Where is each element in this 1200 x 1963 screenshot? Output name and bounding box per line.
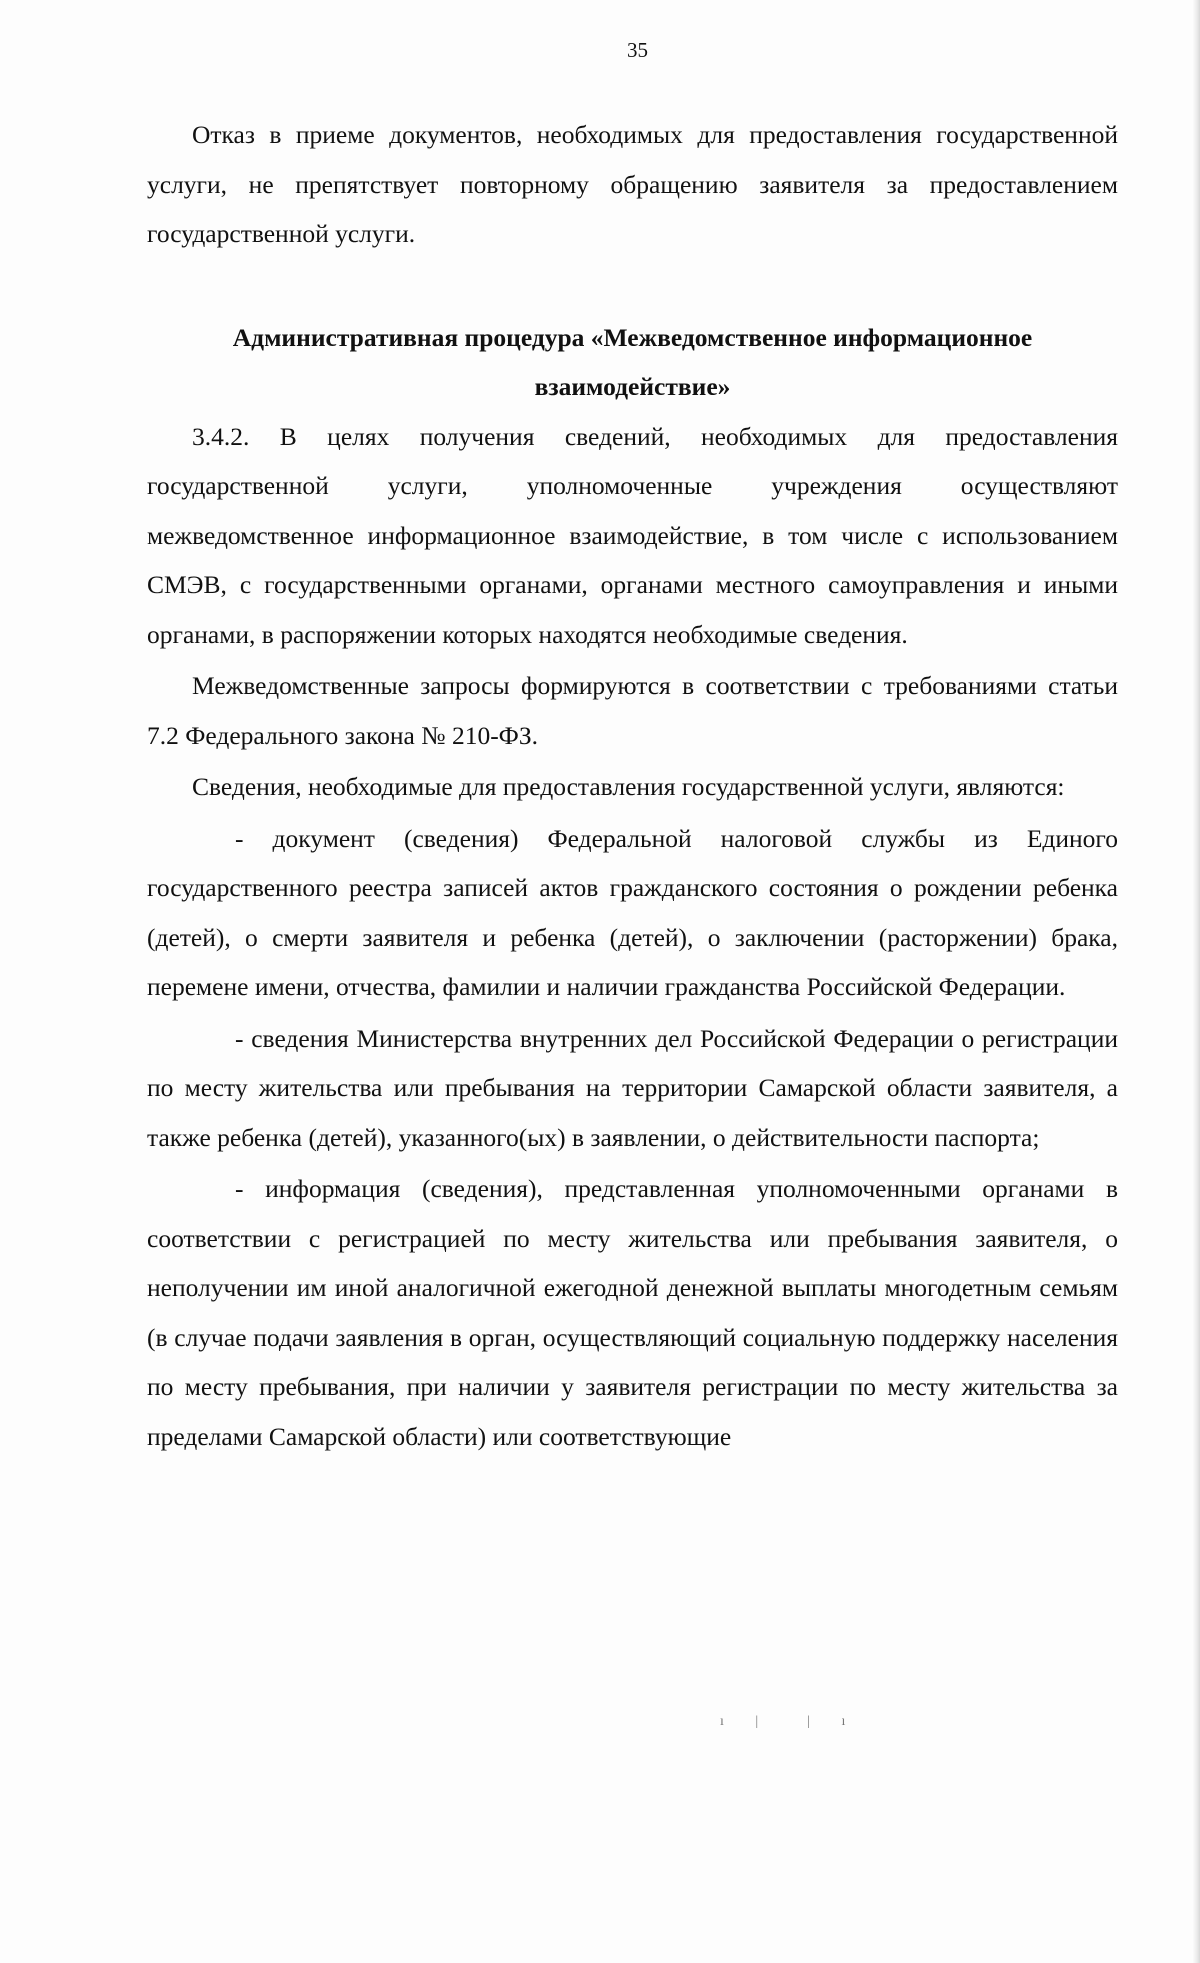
section-heading-line-2: взаимодействие» bbox=[534, 372, 731, 401]
list-item-authorities: - информация (сведения), представленная уполномоченными органами в соответствии с регистрацией по месту жительства или пребывания заявителя, о неполучении им иной аналогичной ежегодной денежной выплаты многодетным семьям (в случае подачи заявления в орган, осуществляющий социальную поддержку населения по месту пребывания, при наличии у заявителя регистрации по месту жительства за пределами Самарской области) или соответствующие bbox=[147, 1174, 1118, 1451]
list-item-fns: - документ (сведения) Федеральной налоговой службы из Единого государственного реестра записей актов гражданского состояния о рождении ребенка (детей), о смерти заявителя и ребенка (детей), о заключении (расторжении) брака, перемене имени, отчества, фамилии и наличии гражданства Российской Федерации. bbox=[147, 823, 1118, 1001]
paragraph-requests: Межведомственные запросы формируются в соответствии с требованиями статьи 7.2 Федерального закона № 210-ФЗ. bbox=[147, 671, 1118, 750]
paragraph-3-4-2: 3.4.2. В целях получения сведений, необходимых для предоставления государственной услуги, уполномоченные учреждения осуществляют межведомственное информационное взаимодействие, в том числе с использованием СМЭВ, с государственными органами, органами местного самоуправления и иными органами, в распоряжении которых находятся необходимые сведения. bbox=[147, 421, 1118, 649]
page-number: 35 bbox=[627, 38, 648, 62]
scan-page-edge bbox=[1192, 0, 1200, 1963]
section-heading bbox=[147, 313, 1118, 412]
section-heading-line-1: Административная процедура «Межведомственное информационное bbox=[232, 322, 1033, 352]
document-body bbox=[147, 110, 1118, 1461]
scan-artifact-marks: ı | | ı bbox=[720, 1714, 860, 1729]
paragraph-information-list-intro: Сведения, необходимые для предоставления государственной услуги, являются: bbox=[192, 772, 1065, 801]
paragraph-refusal: Отказ в приеме документов, необходимых для предоставления государственной услуги, не препятствует повторному обращению заявителя за предоставлением государственной услуги. bbox=[147, 120, 1118, 248]
list-item-mvd: - сведения Министерства внутренних дел Российской Федерации о регистрации по месту жительства или пребывания на территории Самарской области заявителя, а также ребенка (детей), указанного(ых) в заявлении, о действительности паспорта; bbox=[147, 1023, 1118, 1152]
